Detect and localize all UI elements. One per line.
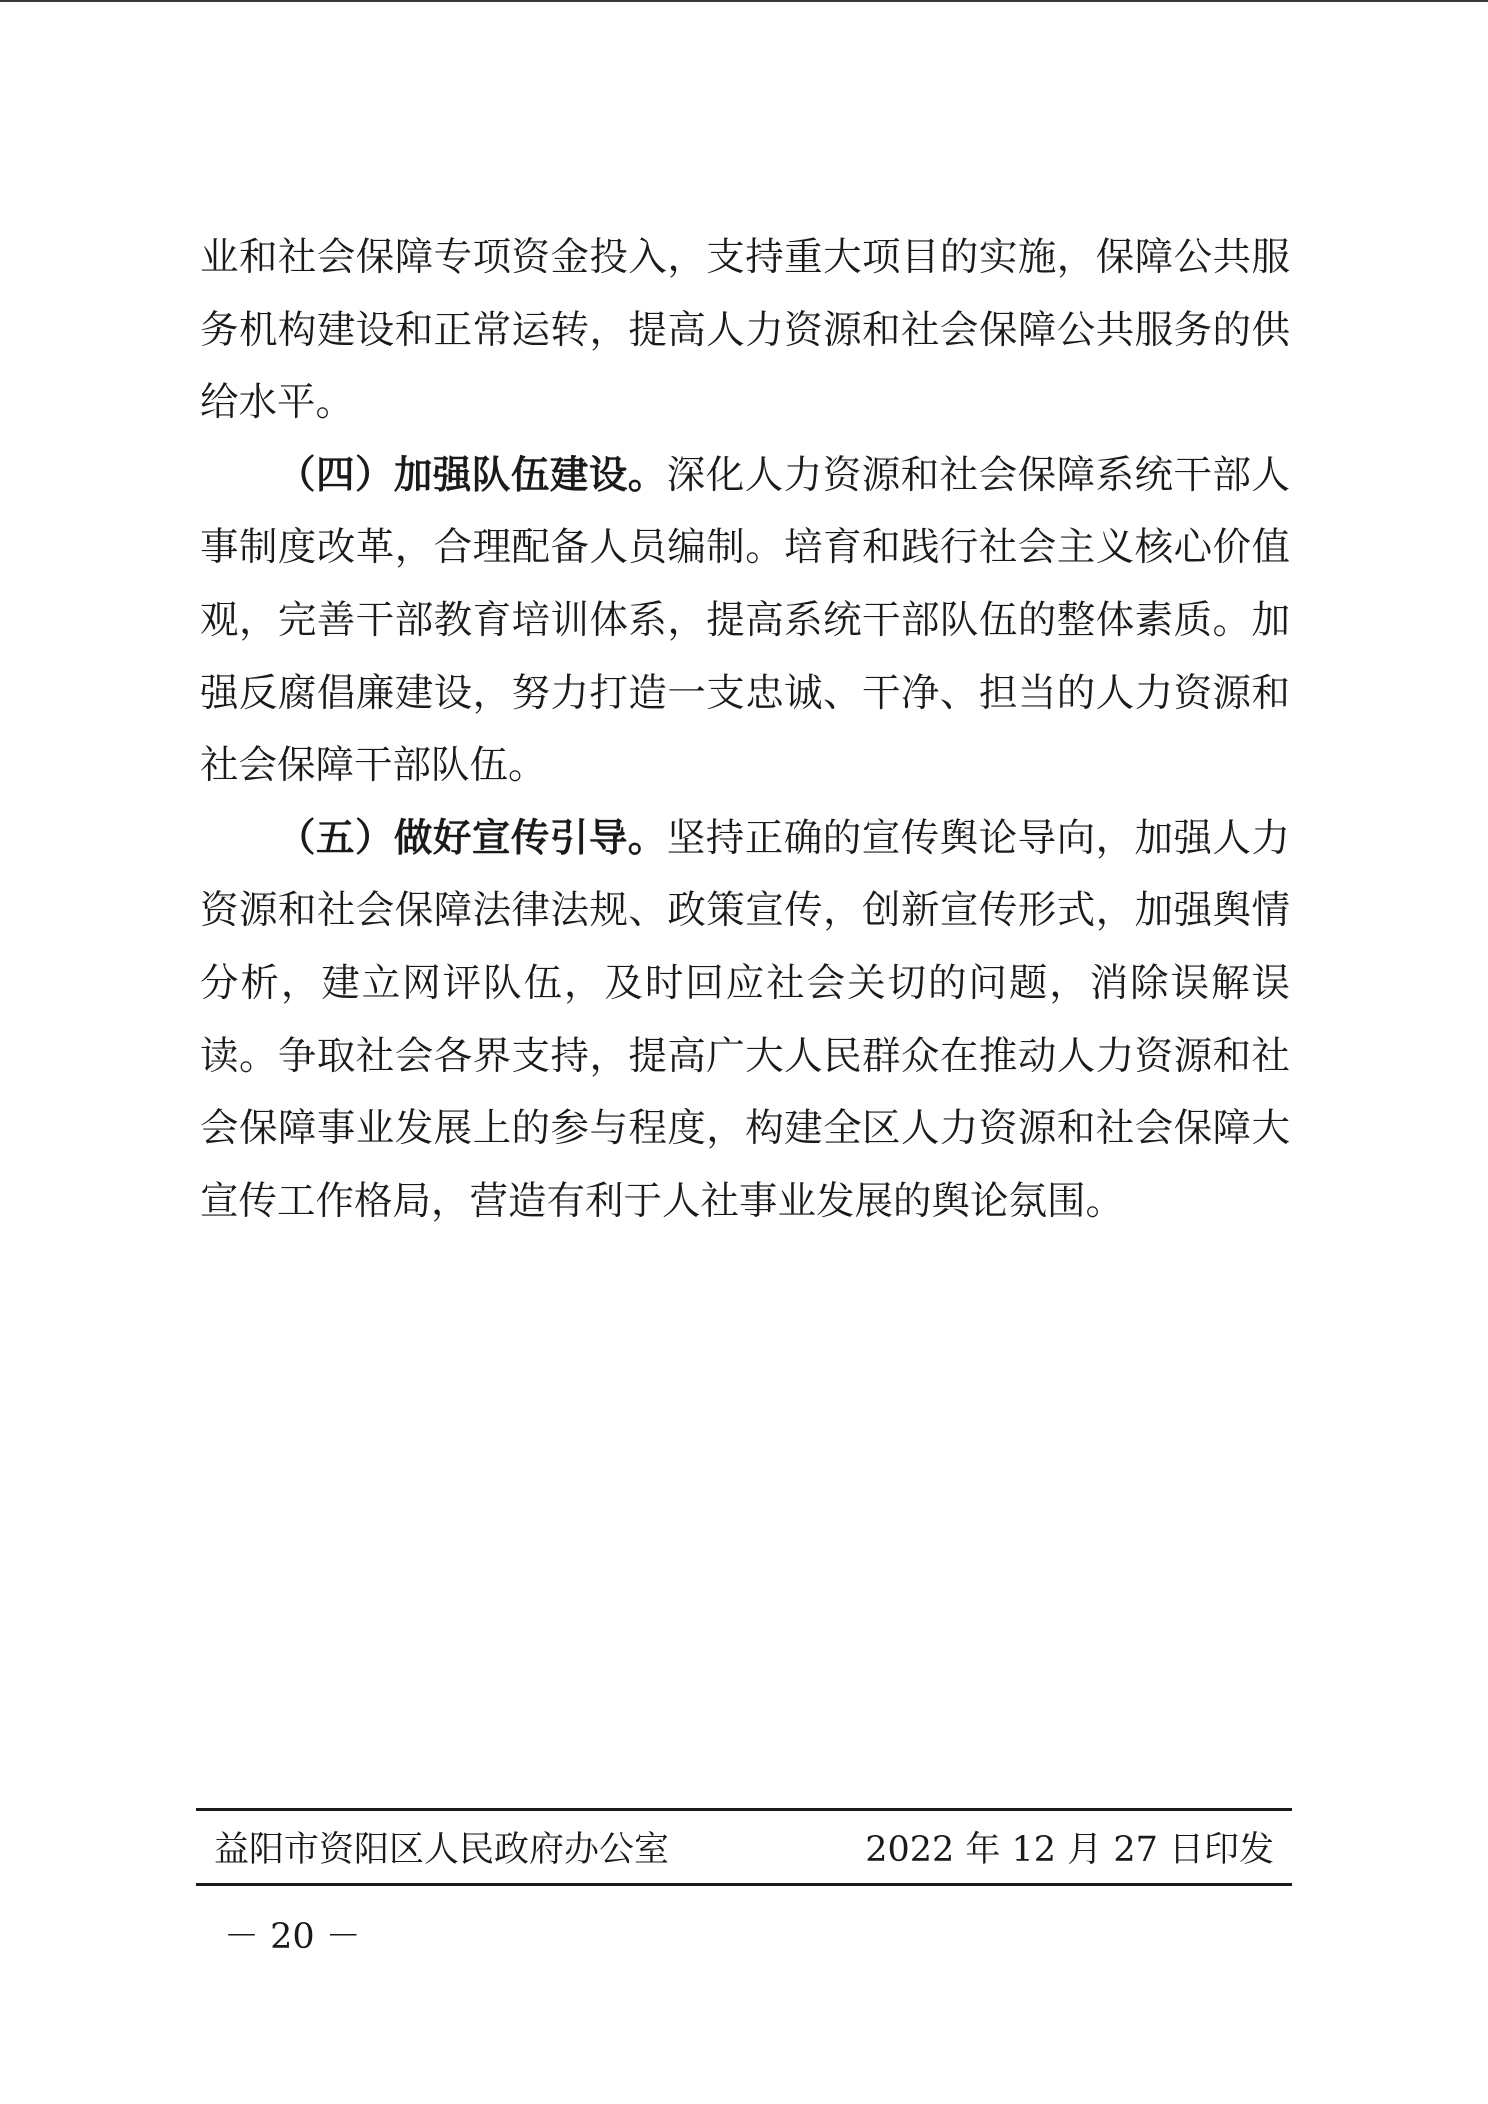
paragraph-continuation (200, 222, 1290, 440)
paragraph-team-building (200, 440, 1290, 803)
footer-bottom-rule (196, 1883, 1292, 1886)
paragraph-text: 业和社会保障专项资金投入，支持重大项目的实施，保障公共服务机构建设和正常运转，提高人力资源和社会保障公共服务的供给水平。 (200, 235, 1290, 426)
section-heading-publicity: （五）做好宣传引导。 (277, 815, 667, 861)
section-heading-team-building: （四）加强队伍建设。 (277, 452, 667, 498)
footer-top-rule (196, 1808, 1292, 1811)
page-number: － 20 － (224, 1917, 361, 1957)
paragraph-publicity (200, 803, 1290, 1239)
issue-date: 2022 年 12 月 27 日印发 (865, 1830, 1274, 1870)
issuer-name: 益阳市资阳区人民政府办公室 (214, 1830, 670, 1870)
paragraph-text: 坚持正确的宣传舆论导向，加强人力资源和社会保障法律法规、政策宣传，创新宣传形式，加强舆情分析，建立网评队伍，及时回应社会关切的问题，消除误解误读。争取社会各界支持，提高广大人民群众在推动人力资源和社会保障事业发展上的参与程度，构建全区人力资源和社会保障大宣传工作格局，营造有利于人社事业发展的舆论氛围。 (200, 815, 1290, 1224)
top-border-line (0, 0, 1488, 2)
document-body (200, 222, 1290, 1238)
paragraph-text: 深化人力资源和社会保障系统干部人事制度改革，合理配备人员编制。培育和践行社会主义核心价值观，完善干部教育培训体系，提高系统干部队伍的整体素质。加强反腐倡廉建设，努力打造一支忠诚、干净、担当的人力资源和社会保障干部队伍。 (200, 452, 1290, 789)
